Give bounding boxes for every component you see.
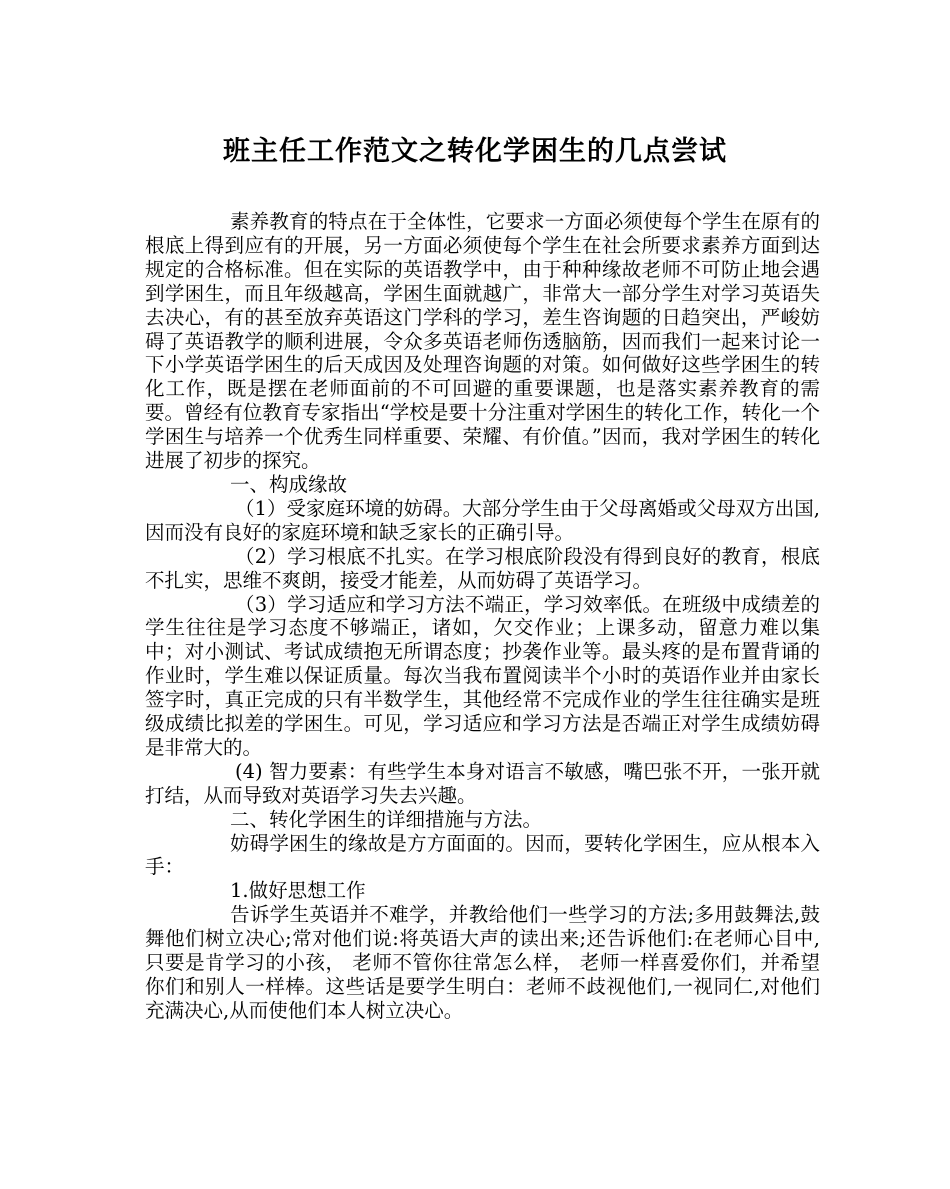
document-title: 班主任工作范文之转化学困生的几点尝试 [223,136,727,167]
paragraph-cause-3: （3）学习适应和学习方法不端正，学习效率低。在班级中成绩差的学生往往是学习态度不够端正，诸如，欠交作业；上课多动，留意力难以集中；对小测试、考试成绩抱无所谓态度；抄袭作业等。最头疼的是布置背诵的作业时，学生难以保证质量。每次当我布置阅读半个小时的英语作业并由家长签字时，真正完成的只有半数学生，其他经常不完成作业的学生往往确实是班级成绩比拟差的学困生。可见，学习适应和学习方法是否端正对学生成绩妨碍是非常大的。 [145,592,820,759]
paragraph-cause-4: (4) 智力要素：有些学生本身对语言不敏感，嘴巴张不开，一张开就打结，从而导致对英语学习失去兴趣。 [145,759,820,807]
section-heading-measures: 二、转化学困生的详细措施与方法。 [230,807,543,831]
paragraph-cause-2: （2）学习根底不扎实。在学习根底阶段没有得到良好的教育，根底不扎实，思维不爽朗，接受才能差，从而妨碍了英语学习。 [145,544,820,592]
section-heading-causes: 一、构成缘故 [230,472,348,496]
paragraph-intro: 素养教育的特点在于全体性，它要求一方面必须使每个学生在原有的根底上得到应有的开展，另一方面必须使每个学生在社会所要求素养方面到达规定的合格标准。但在实际的英语教学中，由于种种缘故老师不可防止地会遇到学困生，而且年级越高，学困生面就越广，非常大一部分学生对学习英语失去决心，有的甚至放弃英语这门学科的学习，差生咨询题的日趋突出，严峻妨碍了英语教学的顺利进展，令众多英语老师伤透脑筋，因而我们一起来讨论一下小学英语学困生的后天成因及处理咨询题的对策。如何做好这些学困生的转化工作，既是摆在老师面前的不可回避的重要课题，也是落实素养教育的需要。曾经有位教育专家指出“学校是要十分注重对学困生的转化工作，转化一个学困生与培养一个优秀生同样重要、荣耀、有价值。”因而，我对学困生的转化进展了初步的探究。 [145,210,820,473]
document-body [145,210,820,1023]
subheading-ideological-work: 1.做好思想工作 [230,879,366,903]
paragraph-cause-1: （1）受家庭环境的妨碍。大部分学生由于父母离婚或父母双方出国,因而没有良好的家庭环境和缺乏家长的正确引导。 [145,496,820,544]
paragraph-measures-intro: 妨碍学困生的缘故是方方面面的。因而，要转化学困生，应从根本入手： [145,831,820,879]
paragraph-ideological-work: 告诉学生英语并不难学，并教给他们一些学习的方法;多用鼓舞法,鼓舞他们树立决心;常对他们说:将英语大声的读出来;还告诉他们:在老师心目中,只要是肯学习的小孩， 老师不管你往常怎么样， 老师一样喜爱你们，并希望你们和别人一样棒。这些话是要学生明白：老师不歧视他们,一视同仁,对他们充满决心,从而使他们本人树立决心。 [145,903,820,1022]
